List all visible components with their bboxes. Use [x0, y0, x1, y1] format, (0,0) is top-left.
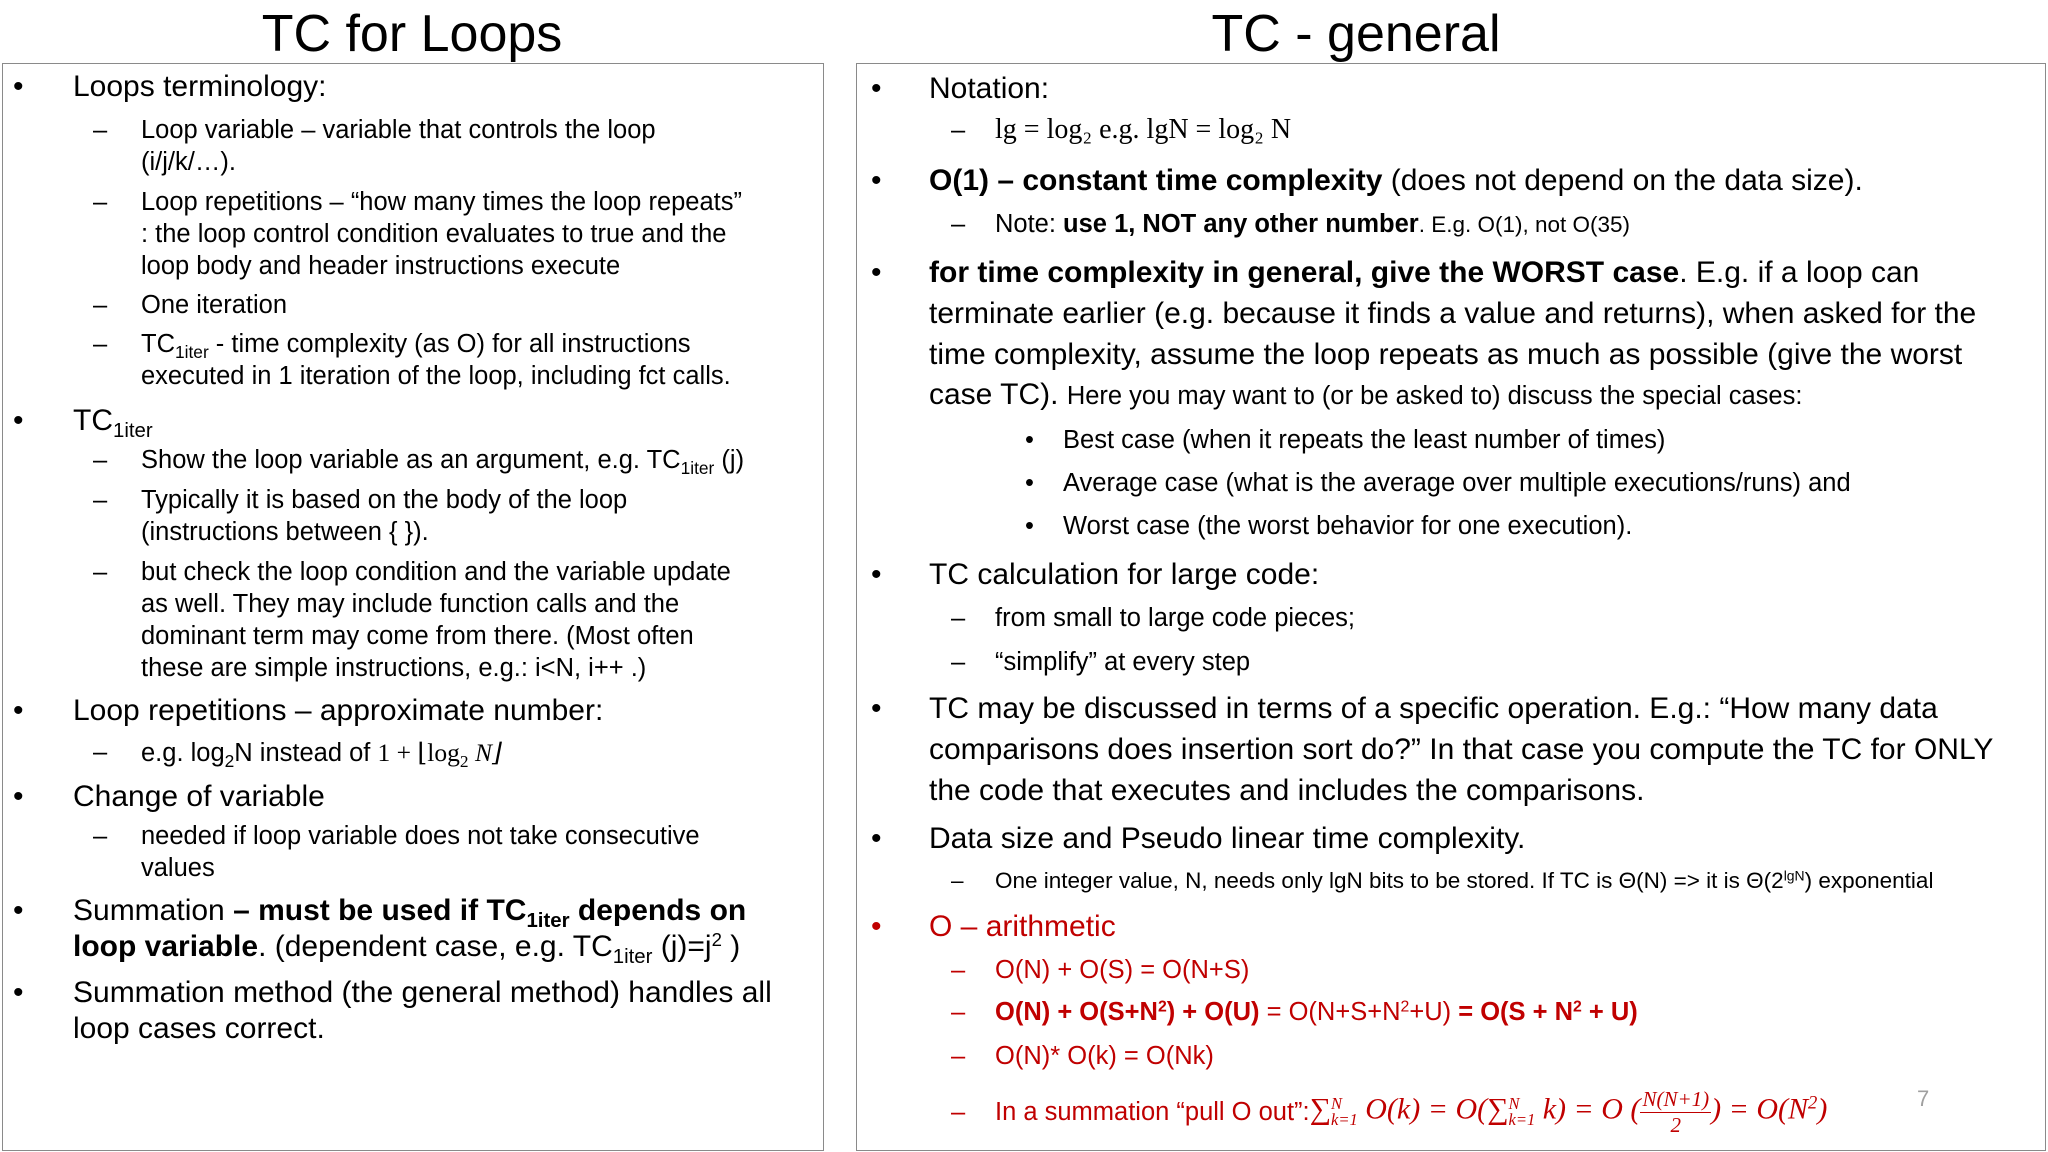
section-o1-constant: O(1) – constant time complexity (does not depend on the data size).	[929, 164, 1863, 197]
change-variable-line-2: values	[141, 854, 215, 882]
loop-repetitions-line-2: : the loop control condition evaluates to true and the	[141, 220, 727, 248]
bullet-dot: •	[871, 558, 882, 591]
bullet-dash: –	[951, 604, 966, 632]
section-summation-line-2: loop variable. (dependent case, e.g. $TC_{1iter}$ $(j)=j^2$ )	[73, 928, 741, 969]
simplify-every-step: “simplify” at every step	[995, 648, 1251, 676]
o-dominant-rule: $O(N) + O(S+N^2) + O(U) = O(N+S+N^2+U) = O(S + N^2 + U)$	[995, 998, 1638, 1026]
typically-body-line-1: Typically it is based on the body of the loop	[141, 486, 628, 514]
left-panel	[2, 63, 824, 1151]
bullet-dot: •	[871, 164, 882, 197]
best-case: Best case (when it repeats the least number of times)	[1063, 426, 1666, 454]
section-loops-terminology: Loops terminology:	[73, 70, 327, 103]
bullet-dot: •	[871, 72, 882, 105]
section-loop-repetitions: Loop repetitions – approximate number:	[73, 694, 604, 727]
check-condition-line-2: as well. They may include function calls and the	[141, 590, 680, 618]
bullet-dot: •	[1025, 512, 1034, 540]
bullet-dot: •	[13, 976, 24, 1009]
bullet-dot: •	[13, 404, 24, 437]
bullet-dash: –	[951, 1042, 966, 1070]
loop-variable-line-1: Loop variable – variable that controls the loop	[141, 116, 656, 144]
o-summation-rule: In a summation “pull O out”: ∑ N k=1 O(k) = O(∑ N k=1 k) = O ( $\frac{N(N+1)}{2}$ ) = $O(N^2)$	[995, 1087, 1828, 1137]
loop-repetitions-line-1: Loop repetitions – “how many times the loop repeats”	[141, 188, 742, 216]
bullet-dot: •	[13, 70, 24, 103]
summation-method-line-1: Summation method (the general method) handles all	[73, 976, 772, 1009]
small-to-large: from small to large code pieces;	[995, 604, 1355, 632]
section-pseudo-linear: Data size and Pseudo linear time complexity.	[929, 822, 1526, 855]
loop-repetitions-line-3: loop body and header instructions execute	[141, 252, 621, 280]
bullet-dot: •	[871, 822, 882, 855]
note-use-1: Note: use 1, NOT any other number. E.g. O(1), not O(35)	[995, 210, 1631, 238]
bullet-dash: –	[951, 210, 966, 238]
bullet-dot: •	[1025, 426, 1034, 454]
bullet-dash: –	[93, 188, 108, 216]
worst-case-line-3: time complexity, assume the loop repeats as much as possible (give the worst	[929, 338, 1963, 371]
bullet-dot: •	[871, 692, 882, 725]
bullet-dash: –	[93, 486, 108, 514]
worst-case-line-2: terminate earlier (e.g. because it finds a value and returns), when asked for the	[929, 297, 1977, 330]
right-panel	[856, 63, 2046, 1151]
average-case: Average case (what is the average over multiple executions/runs) and	[1063, 469, 1851, 497]
worst-case-line-4: case TC). Here you may want to (or be asked to) discuss the special cases:	[929, 378, 1803, 411]
worst-case-behavior: Worst case (the worst behavior for one execution).	[1063, 512, 1633, 540]
show-loop-variable: Show the loop variable as an argument, e.g. $TC_{1iter}$ (j)	[141, 446, 745, 479]
bullet-dash: –	[951, 998, 966, 1026]
check-condition-line-4: these are simple instructions, e.g.: i<N, i++ .)	[141, 654, 647, 682]
page-number: 7	[1917, 1086, 1930, 1111]
log2n-example: e.g. $\log_2N$ instead of $1 + ⌊\log_2$ N⌋	[141, 738, 502, 772]
bullet-dash: –	[951, 648, 966, 676]
tc1iter-definition-line-1: $TC_{1iter}$ - time complexity (as O) for all instructions	[141, 330, 691, 363]
bullet-dot: •	[871, 256, 882, 289]
bullet-dash: –	[93, 291, 108, 319]
bullet-dash: –	[93, 738, 108, 766]
check-condition-line-3: dominant term may come from there. (Most often	[141, 622, 694, 650]
change-variable-line-1: needed if loop variable does not take consecutive	[141, 822, 700, 850]
bullet-dot: •	[871, 910, 882, 943]
bullet-dash: –	[93, 822, 108, 850]
section-tc-large-code: TC calculation for large code:	[929, 558, 1320, 591]
loop-variable-line-2: (i/j/k/…).	[141, 148, 236, 176]
bullet-dot: •	[1025, 469, 1034, 497]
left-slide-title: TC for Loops	[261, 5, 563, 63]
bullet-dash: –	[951, 868, 964, 893]
one-iteration: One iteration	[141, 291, 288, 319]
tc1iter-definition-line-2: executed in 1 iteration of the loop, including fct calls.	[141, 362, 731, 390]
check-condition-line-1: but check the loop condition and the variable update	[141, 558, 731, 586]
bullet-dash: –	[951, 116, 966, 144]
bullet-dot: •	[13, 694, 24, 727]
bullet-dash: –	[93, 116, 108, 144]
bullet-dash: –	[951, 956, 966, 984]
bullet-dash: –	[93, 330, 108, 358]
bullet-dot: •	[13, 894, 24, 927]
notation-lg-log2: lg = log₂ e.g. lgN = log₂ N	[995, 114, 1292, 145]
o-product-rule: O(N)* O(k) = O(Nk)	[995, 1042, 1214, 1070]
o-sum-rule: O(N) + O(S) = O(N+S)	[995, 956, 1250, 984]
specific-operation-line-1: TC may be discussed in terms of a specific operation. E.g.: “How many data	[929, 692, 1938, 725]
section-summation-line-1: Summation – must be used if $TC_{1iter}$ depends on	[73, 894, 747, 933]
summation-method-line-2: loop cases correct.	[73, 1012, 325, 1045]
section-o-arithmetic: O – arithmetic	[929, 910, 1116, 943]
typically-body-line-2: (instructions between { }).	[141, 518, 429, 546]
specific-operation-line-2: comparisons does insertion sort do?” In that case you compute the TC for ONLY	[929, 733, 1994, 766]
section-change-of-variable: Change of variable	[73, 780, 325, 813]
specific-operation-line-3: the code that executes and includes the comparisons.	[929, 774, 1645, 807]
worst-case-line-1: for time complexity in general, give the WORST case. E.g. if a loop can	[929, 256, 1920, 289]
section-notation: Notation:	[929, 72, 1050, 105]
bullet-dot: •	[13, 780, 24, 813]
lgn-bits-exponential: One integer value, N, needs only lgN bits to be stored. If TC is Θ(N) => it is $\Theta(2^{lgN})$ exponential	[995, 867, 1934, 893]
section-tc1iter: $TC_{1iter}$	[73, 404, 153, 443]
bullet-dash: –	[93, 558, 108, 586]
bullet-dash: –	[93, 446, 108, 474]
right-slide-title: TC - general	[1211, 5, 1501, 63]
bullet-dash: –	[951, 1098, 966, 1126]
